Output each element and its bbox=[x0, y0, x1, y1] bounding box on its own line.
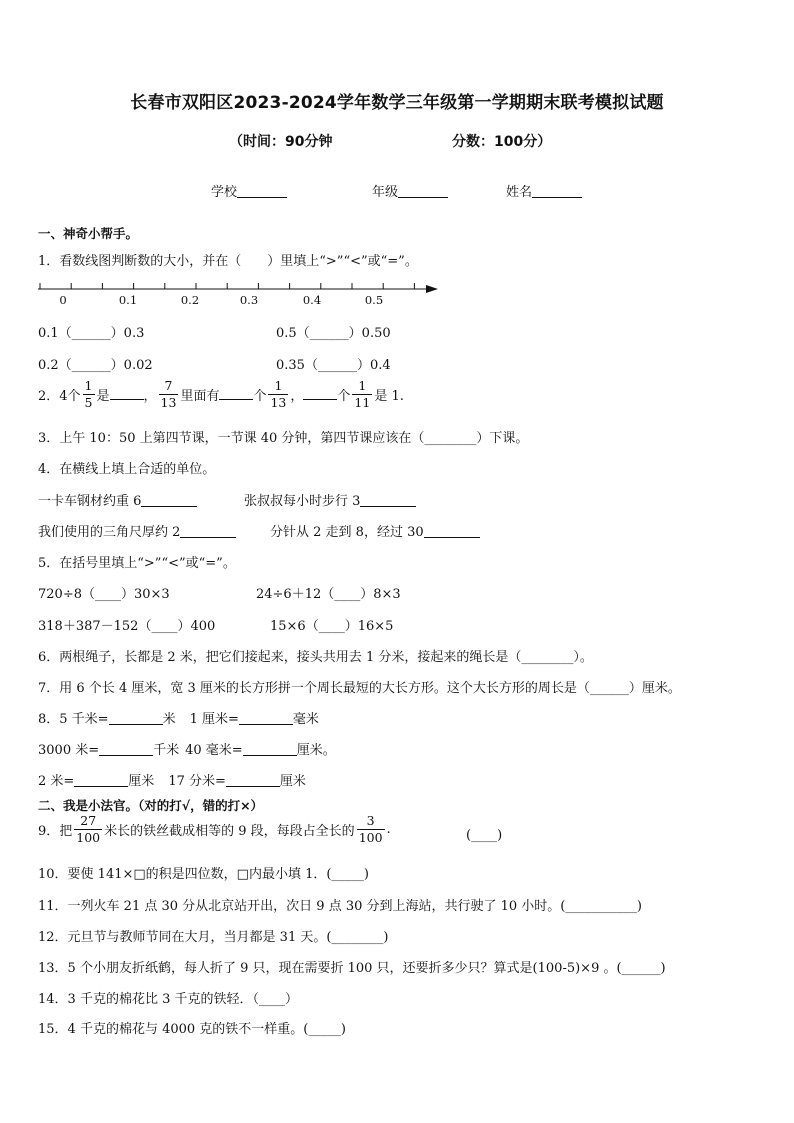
question-8-row-2 bbox=[38, 739, 336, 758]
school-field bbox=[211, 181, 287, 200]
q9-text: 9．把 bbox=[38, 824, 73, 839]
fraction bbox=[352, 380, 372, 409]
q2-text: 2．4个 bbox=[38, 389, 81, 404]
question-5: 5．在括号里填上“>”“<”或“=”。 bbox=[38, 556, 236, 571]
question-6[interactable]: 6．两根绳子，长都是 2 米，把它们接起来，接头共用去 1 分米，接起来的绳长是（________）。 bbox=[38, 650, 593, 665]
q9-answer[interactable]: (____) bbox=[466, 828, 503, 843]
question-4: 4．在横线上填上合适的单位。 bbox=[38, 462, 216, 477]
exam-time: （时间：90分钟 bbox=[229, 134, 333, 150]
q4-item bbox=[270, 521, 480, 540]
answer-blank[interactable] bbox=[74, 772, 128, 787]
question-15[interactable]: 15．4 千克的棉花与 4000 克的铁不一样重。(_____) bbox=[38, 1022, 346, 1037]
q9-text: . bbox=[386, 822, 391, 837]
question-2 bbox=[38, 380, 404, 409]
answer-blank[interactable] bbox=[219, 385, 253, 400]
tick-label: 0.5 bbox=[364, 293, 384, 307]
answer-blank[interactable] bbox=[360, 492, 416, 507]
name-label: 姓名 bbox=[506, 185, 533, 200]
numerator: 3 bbox=[357, 815, 385, 830]
q2-text: 个 bbox=[337, 389, 351, 404]
name-blank[interactable] bbox=[532, 183, 582, 198]
numerator: 27 bbox=[74, 815, 102, 830]
question-13[interactable]: 13．5 个小朋友折纸鹤，每人折了 9 只，现在需要折 100 只，还要折多少只？算式是(100-5)×9 。(______) bbox=[38, 961, 666, 976]
answer-blank[interactable] bbox=[109, 710, 163, 725]
answer-blank[interactable] bbox=[110, 385, 144, 400]
tick-label: 0.3 bbox=[239, 293, 259, 307]
answer-blank[interactable] bbox=[243, 741, 297, 756]
tick-label: 0.4 bbox=[302, 293, 322, 307]
q2-text: 是 1. bbox=[374, 389, 404, 404]
fraction bbox=[74, 815, 102, 844]
q4-item bbox=[244, 490, 416, 509]
question-8-row-1 bbox=[38, 708, 319, 727]
q8-text: 千米 bbox=[153, 743, 180, 758]
q8-text: 厘米 bbox=[128, 774, 155, 789]
q2-text: 里面有 bbox=[180, 389, 220, 404]
denominator: 5 bbox=[84, 394, 93, 410]
question-9 bbox=[38, 815, 391, 844]
answer-blank[interactable] bbox=[424, 523, 480, 538]
q5-item[interactable]: 15×6（____）16×5 bbox=[270, 619, 394, 634]
q4-text: 张叔叔每小时步行 3 bbox=[244, 494, 361, 509]
question-8-row-3 bbox=[38, 770, 306, 789]
grade-field bbox=[372, 181, 448, 200]
question-7[interactable]: 7．用 6 个长 4 厘米，宽 3 厘米的长方形拼一个周长最短的大长方形。这个大长方形的周长是（______）厘米。 bbox=[38, 681, 681, 696]
q8-text: 3000 米= bbox=[38, 743, 100, 758]
q8-text: 40 毫米= bbox=[185, 743, 243, 758]
denominator: 100 bbox=[358, 829, 383, 845]
q1-item[interactable]: 0.2（______）0.02 bbox=[38, 358, 153, 373]
q8-text: 17 分米= bbox=[168, 774, 226, 789]
q8-text: 2 米= bbox=[38, 774, 75, 789]
grade-blank[interactable] bbox=[398, 183, 448, 198]
denominator: 13 bbox=[270, 394, 287, 410]
q4-text: 一卡车钢材约重 6 bbox=[38, 494, 142, 509]
answer-blank[interactable] bbox=[226, 772, 280, 787]
q5-item[interactable]: 720÷8（____）30×3 bbox=[38, 587, 170, 602]
q2-text: ， bbox=[143, 389, 157, 404]
numerator: 1 bbox=[268, 380, 288, 395]
q5-item[interactable]: 24÷6＋12（____）8×3 bbox=[256, 587, 401, 602]
denominator: 11 bbox=[354, 394, 371, 410]
q8-text: 8．5 千米= bbox=[38, 712, 109, 727]
name-field bbox=[506, 181, 582, 200]
denominator: 13 bbox=[160, 394, 177, 410]
fraction bbox=[159, 380, 179, 409]
numerator: 7 bbox=[159, 380, 179, 395]
q8-text: 米 bbox=[162, 712, 176, 727]
q4-item bbox=[38, 521, 236, 540]
question-11[interactable]: 11．一列火车 21 点 30 分从北京站开出，次日 9 点 30 分到上海站，共行驶了 10 小时。(___________) bbox=[38, 899, 642, 914]
answer-blank[interactable] bbox=[239, 710, 293, 725]
q4-text: 我们使用的三角尺厚约 2 bbox=[38, 525, 181, 540]
q4-item bbox=[38, 490, 197, 509]
grade-label: 年级 bbox=[372, 185, 399, 200]
school-label: 学校 bbox=[211, 185, 238, 200]
tick-label: 0.2 bbox=[180, 293, 200, 307]
question-10[interactable]: 10．要使 141×□的积是四位数，□内最小填 1．(_____) bbox=[38, 867, 369, 882]
q1-item[interactable]: 0.1（______）0.3 bbox=[38, 326, 145, 341]
numerator: 1 bbox=[352, 380, 372, 395]
tick-label: 0.1 bbox=[118, 293, 138, 307]
fraction bbox=[83, 380, 95, 409]
school-blank[interactable] bbox=[237, 183, 287, 198]
fraction bbox=[357, 815, 385, 844]
exam-score: 分数：100分） bbox=[452, 134, 552, 150]
fraction bbox=[268, 380, 288, 409]
q1-item[interactable]: 0.35（______）0.4 bbox=[276, 358, 391, 373]
answer-blank[interactable] bbox=[180, 523, 236, 538]
numerator: 1 bbox=[84, 378, 93, 393]
question-12[interactable]: 12．元旦节与教师节同在大月，当月都是 31 天。(________) bbox=[38, 930, 389, 945]
answer-blank[interactable] bbox=[99, 741, 153, 756]
section-2-title: 二、我是小法官。（对的打√，错的打×） bbox=[38, 798, 264, 813]
page-title: 长春市双阳区2023-2024学年数学三年级第一学期期末联考模拟试题 bbox=[130, 93, 664, 113]
q2-text: ， bbox=[290, 389, 304, 404]
q2-text: 是 bbox=[96, 389, 110, 404]
q2-text: 个 bbox=[253, 389, 267, 404]
question-3[interactable]: 3．上午 10：50 上第四节课，一节课 40 分钟，第四节课应该在（________）下课。 bbox=[38, 431, 529, 446]
q9-text: 米长的铁丝截成相等的 9 段，每段占全长的 bbox=[104, 824, 355, 839]
answer-blank[interactable] bbox=[141, 492, 197, 507]
q8-text: 1 厘米= bbox=[189, 712, 239, 727]
q8-text: 厘米 bbox=[279, 774, 306, 789]
number-line bbox=[36, 280, 440, 310]
tick-label: 0 bbox=[59, 293, 67, 307]
section-1-title: 一、神奇小帮手。 bbox=[38, 226, 139, 241]
denominator: 100 bbox=[76, 829, 101, 845]
q1-item[interactable]: 0.5（______）0.50 bbox=[276, 326, 391, 341]
question-1: 1．看数线图判断数的大小，并在（ ）里填上“>”“<”或“=”。 bbox=[38, 254, 418, 269]
q4-text: 分针从 2 走到 8，经过 30 bbox=[270, 525, 424, 540]
q8-text: 毫米 bbox=[292, 712, 319, 727]
question-14[interactable]: 14．3 千克的棉花比 3 千克的铁轻．（____） bbox=[38, 992, 298, 1007]
q5-item[interactable]: 318＋387－152（____）400 bbox=[38, 619, 216, 634]
answer-blank[interactable] bbox=[303, 385, 337, 400]
q8-text: 厘米。 bbox=[296, 743, 336, 758]
